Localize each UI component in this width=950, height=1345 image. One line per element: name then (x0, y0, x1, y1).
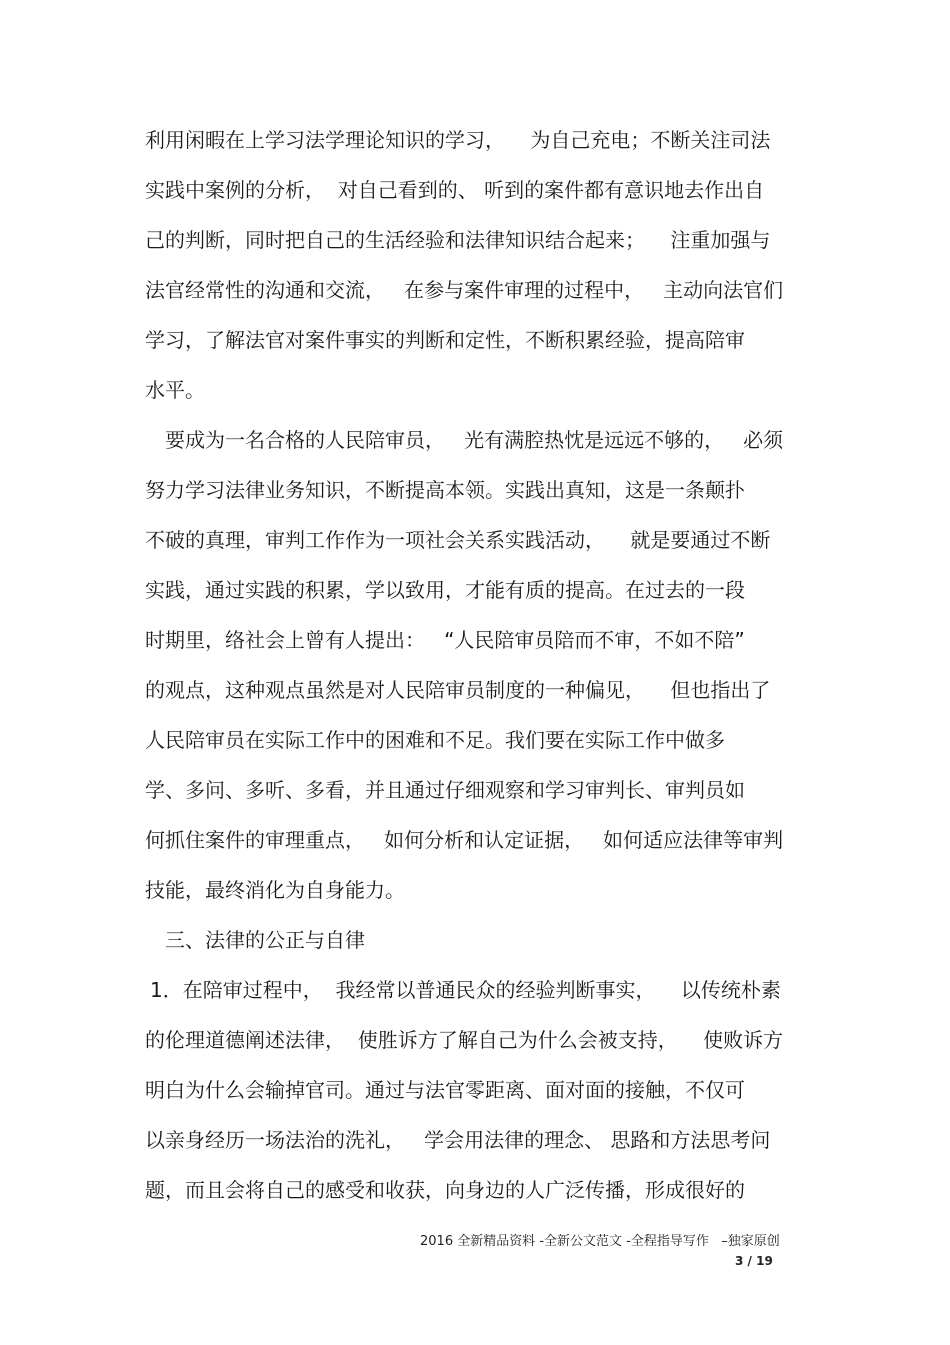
text-line: 学、多问、多听、多看，并且通过仔细观察和学习审判长、审判员如 (145, 778, 745, 802)
text-line: 水平。 (145, 378, 205, 402)
text-line: 技能，最终消化为自身能力。 (145, 878, 405, 902)
text-line: 实践，通过实践的积累，学以致用，才能有质的提高。在过去的一段 (145, 578, 745, 602)
text-line: 的伦理道德阐述法律， 使胜诉方了解自己为什么会被支持， 使败诉方 (145, 1028, 784, 1052)
text-line: 1．在陪审过程中， 我经常以普通民众的经验判断事实， 以传统朴素 (150, 978, 781, 1002)
text-line: 时期里，络社会上曾有人提出： “人民陪审员陪而不审，不如不陪” (145, 628, 745, 652)
text-line: 以亲身经历一场法治的洗礼， 学会用法律的理念、 思路和方法思考问 (145, 1128, 771, 1152)
footer-note: 2016 全新精品资料 -全新公文范文 -全程指导写作 –独家原创 (420, 1234, 780, 1249)
text-line: 实践中案例的分析， 对自己看到的、 听到的案件都有意识地去作出自 (145, 178, 765, 202)
text-line: 法官经常性的沟通和交流， 在参与案件审理的过程中， 主动向法官们 (145, 278, 784, 302)
text-line: 题，而且会将自己的感受和收获，向身边的人广泛传播，形成很好的 (145, 1178, 745, 1202)
text-line: 利用闲暇在上学习法学理论知识的学习， 为自己充电；不断关注司法 (145, 128, 771, 152)
text-line: 学习，了解法官对案件事实的判断和定性，不断积累经验，提高陪审 (145, 328, 745, 352)
section-heading: 三、法律的公正与自律 (165, 928, 365, 952)
text-line: 何抓住案件的审理重点， 如何分析和认定证据， 如何适应法律等审判 (145, 828, 784, 852)
text-line: 不破的真理，审判工作作为一项社会关系实践活动， 就是要通过不断 (145, 528, 771, 552)
text-line: 要成为一名合格的人民陪审员， 光有满腔热忱是远远不够的， 必须 (165, 428, 784, 452)
text-line: 己的判断，同时把自己的生活经验和法律知识结合起来； 注重加强与 (145, 228, 771, 252)
text-line: 明白为什么会输掉官司。通过与法官零距离、面对面的接触，不仅可 (145, 1078, 745, 1102)
text-line: 的观点，这种观点虽然是对人民陪审员制度的一种偏见， 但也指出了 (145, 678, 771, 702)
text-line: 人民陪审员在实际工作中的困难和不足。我们要在实际工作中做多 (145, 728, 725, 752)
page-number: 3 / 19 (735, 1254, 773, 1268)
text-line: 努力学习法律业务知识，不断提高本领。实践出真知，这是一条颠扑 (145, 478, 745, 502)
